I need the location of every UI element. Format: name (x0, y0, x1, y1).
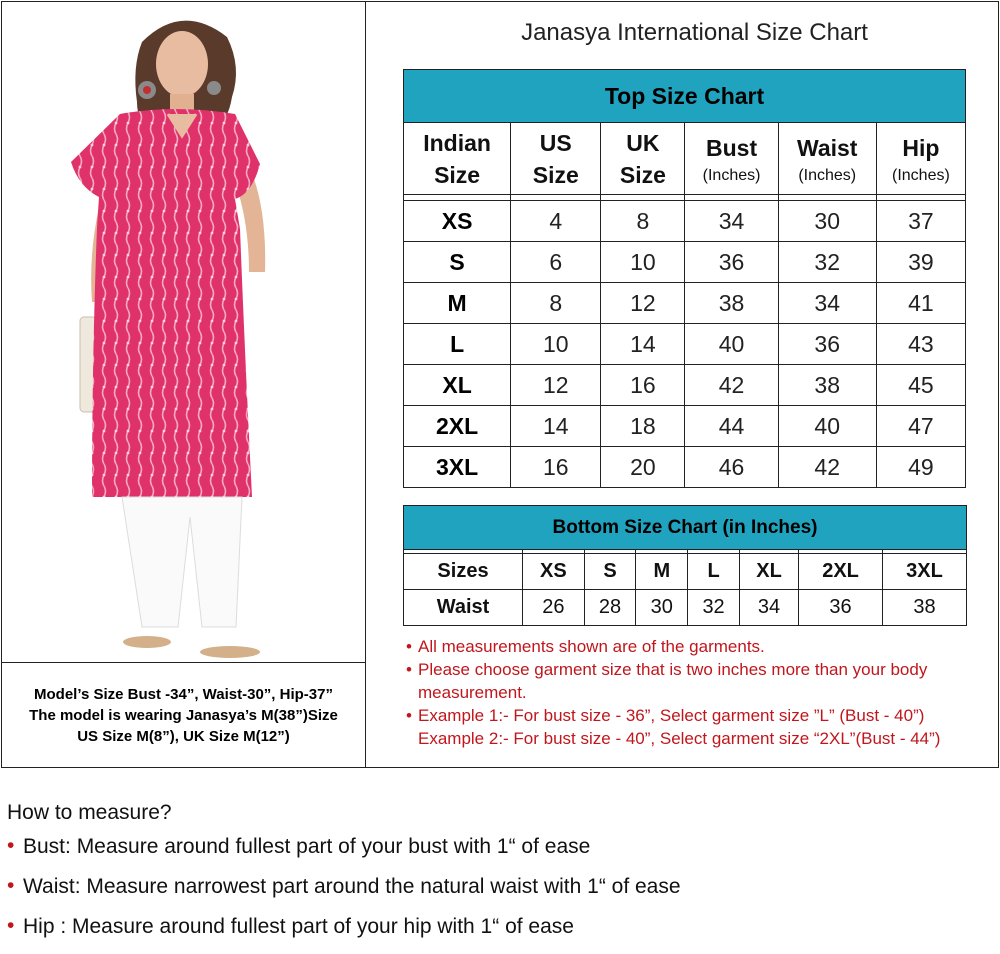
table-cell: 12 (511, 365, 601, 406)
model-panel (2, 2, 366, 767)
table-cell: 37 (876, 201, 965, 242)
measure-item (7, 915, 987, 939)
table-cell: 34 (739, 590, 798, 626)
table-cell: 16 (601, 365, 685, 406)
table-row (404, 201, 966, 242)
table-cell: 14 (511, 406, 601, 447)
table-cell: 8 (601, 201, 685, 242)
table-cell: 4 (511, 201, 601, 242)
header-label: Hip (902, 134, 940, 161)
measure-item (7, 875, 987, 899)
table-cell: 32 (778, 242, 876, 283)
note-text: Please choose garment size that is two inches more than your body (418, 660, 928, 679)
bullet-icon: • (7, 914, 15, 937)
model-caption (2, 662, 365, 767)
table-cell: XS (404, 201, 511, 242)
table-cell: M (404, 283, 511, 324)
table-cell: M (636, 554, 688, 590)
note-item (406, 635, 996, 658)
table-cell: 20 (601, 447, 685, 488)
table-cell: 18 (601, 406, 685, 447)
header-us-size (511, 123, 601, 195)
table-cell: 42 (685, 365, 778, 406)
table-cell: 8 (511, 283, 601, 324)
table-cell: 14 (601, 324, 685, 365)
how-to-measure (7, 801, 987, 954)
header-label: Bust (706, 134, 758, 161)
table-cell: 28 (584, 590, 636, 626)
table-cell: 41 (876, 283, 965, 324)
note-text: Example 2:- For bust size - 40”, Select garment size “2XL”(Bust - 44”) (418, 729, 941, 748)
table-row (404, 242, 966, 283)
notes-list (406, 635, 996, 750)
header-hip (876, 123, 965, 195)
header-label: Size (434, 161, 481, 188)
header-label: Size (532, 161, 579, 188)
table-cell: 10 (511, 324, 601, 365)
header-uk-size (601, 123, 685, 195)
table-cell: 43 (876, 324, 965, 365)
table-cell: 34 (778, 283, 876, 324)
table-row (404, 447, 966, 488)
table-cell: 16 (511, 447, 601, 488)
size-chart-frame (1, 1, 999, 768)
table-cell: 42 (778, 447, 876, 488)
table-cell: 39 (876, 242, 965, 283)
table-cell: 46 (685, 447, 778, 488)
table-row (404, 324, 966, 365)
top-size-table (403, 69, 966, 488)
bullet-icon: • (7, 874, 15, 897)
model-caption-line: US Size M(8”), UK Size M(12”) (77, 727, 290, 745)
header-bust (685, 123, 778, 195)
table-cell: L (404, 324, 511, 365)
table-cell: 49 (876, 447, 965, 488)
table-cell: 26 (523, 590, 585, 626)
measure-item (7, 835, 987, 859)
note-text: Example 1:- For bust size - 36”, Select garment size ”L” (Bust - 40”) (418, 706, 925, 725)
bullet-icon: • (406, 660, 412, 679)
table-cell: 45 (876, 365, 965, 406)
header-unit: (Inches) (892, 166, 950, 184)
header-label: Indian (423, 129, 491, 156)
bottom-size-banner: Bottom Size Chart (in Inches) (404, 506, 967, 550)
table-cell: 3XL (404, 447, 511, 488)
table-cell: 6 (511, 242, 601, 283)
table-cell: S (404, 242, 511, 283)
header-indian-size (404, 123, 511, 195)
bottom-size-table (403, 505, 967, 626)
note-text: All measurements shown are of the garments. (418, 637, 765, 656)
table-row (404, 406, 966, 447)
table-cell: 36 (778, 324, 876, 365)
table-cell: 38 (883, 590, 967, 626)
note-text: measurement. (418, 683, 527, 702)
table-cell: 10 (601, 242, 685, 283)
table-cell: 34 (685, 201, 778, 242)
page-title: Janasya International Size Chart (521, 19, 868, 46)
note-item (406, 658, 996, 704)
header-label: Waist (796, 134, 858, 161)
header-waist (778, 123, 876, 195)
top-size-banner: Top Size Chart (404, 70, 966, 123)
table-cell: XL (404, 365, 511, 406)
measure-text: Hip : Measure around fullest part of your hip with 1“ of ease (23, 915, 574, 938)
header-label: UK (626, 129, 660, 156)
table-cell: 40 (685, 324, 778, 365)
model-photo (2, 2, 365, 662)
table-cell: 2XL (799, 554, 883, 590)
header-label: US (539, 129, 572, 156)
table-row (404, 365, 966, 406)
measure-text: Bust: Measure around fullest part of your bust with 1“ of ease (23, 835, 591, 858)
note-item (406, 704, 996, 750)
table-cell: S (584, 554, 636, 590)
sizes-label: Sizes (404, 554, 523, 590)
table-cell: 3XL (883, 554, 967, 590)
table-cell: 44 (685, 406, 778, 447)
measure-title: How to measure? (7, 801, 172, 824)
table-cell: 40 (778, 406, 876, 447)
table-cell: XS (523, 554, 585, 590)
measure-text: Waist: Measure narrowest part around the natural waist with 1“ of ease (23, 875, 681, 898)
header-unit: (Inches) (798, 166, 857, 184)
table-cell: 47 (876, 406, 965, 447)
header-unit: (Inches) (702, 166, 761, 184)
waist-label: Waist (404, 590, 523, 626)
bullet-icon: • (406, 637, 412, 656)
model-photo-illustration (2, 2, 365, 662)
table-row (404, 283, 966, 324)
table-cell: 2XL (404, 406, 511, 447)
table-row (404, 554, 967, 590)
table-cell: 38 (685, 283, 778, 324)
table-cell: 32 (688, 590, 740, 626)
table-cell: 36 (685, 242, 778, 283)
table-row (404, 590, 967, 626)
bullet-icon: • (7, 834, 15, 857)
table-cell: 12 (601, 283, 685, 324)
model-caption-line: The model is wearing Janasya’s M(38”)Size (29, 706, 338, 724)
size-chart-panel (366, 2, 998, 767)
table-cell: 30 (778, 201, 876, 242)
table-cell: 38 (778, 365, 876, 406)
table-cell: L (688, 554, 740, 590)
header-label: Size (619, 161, 666, 188)
table-cell: 36 (799, 590, 883, 626)
model-caption-line: Model’s Size Bust -34”, Waist-30”, Hip-37” (34, 685, 333, 703)
table-cell: 30 (636, 590, 688, 626)
table-cell: XL (739, 554, 798, 590)
bullet-icon: • (406, 706, 412, 725)
